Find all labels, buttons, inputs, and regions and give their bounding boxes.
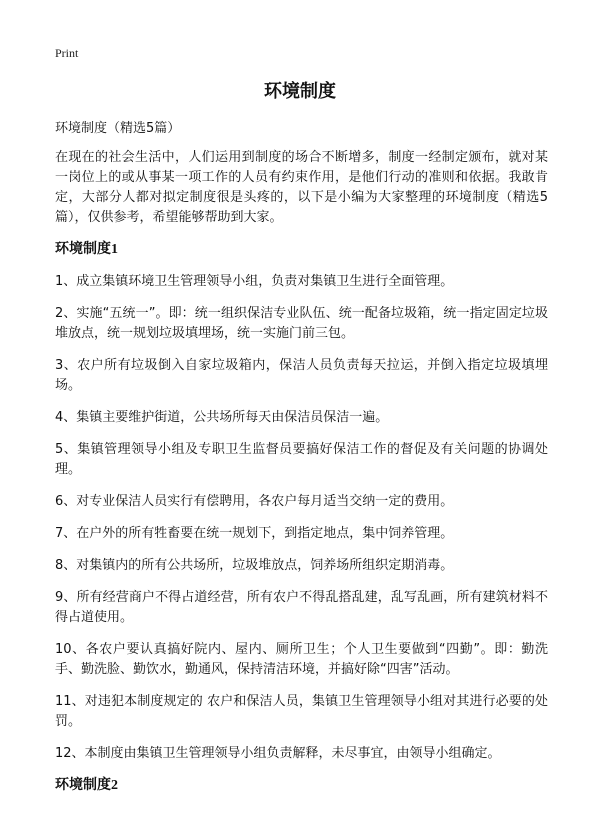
list-item-5: 5、集镇管理领导小组及专职卫生监督员要搞好保洁工作的督促及有关问题的协调处理。 xyxy=(55,442,548,477)
section-heading-2: 环境制度2 xyxy=(55,778,118,793)
intro-paragraph: 在现在的社会生活中，人们运用到制度的场合不断增多，制度一经制定颁布，就对某一岗位上的或从事某一项工作的人员有约束作用，是他们行动的准则和依据。我敢肯定，大部分人都对拟定制度很是头疼的，以下是小编为大家整理的环境制度（精选5篇），仅供参考，希望能够帮助到大家。 xyxy=(55,150,548,225)
page-title: 环境制度 xyxy=(264,81,336,102)
list-item-4: 4、集镇主要维护街道，公共场所每天由保洁员保洁一遍。 xyxy=(55,410,389,425)
list-item-11: 11、对违犯本制度规定的 农户和保洁人员，集镇卫生管理领导小组对其进行必要的处罚。 xyxy=(55,694,548,729)
list-item-8: 8、对集镇内的所有公共场所，垃圾堆放点，饲养场所组织定期消毒。 xyxy=(55,558,454,573)
list-item-1: 1、成立集镇环境卫生管理领导小组，负责对集镇卫生进行全面管理。 xyxy=(55,274,454,289)
print-link[interactable]: Print xyxy=(55,46,79,60)
list-item-3: 3、农户所有垃圾倒入自家垃圾箱内，保洁人员负责每天拉运，并倒入指定垃圾填埋场。 xyxy=(55,358,548,393)
list-item-12: 12、本制度由集镇卫生管理领导小组负责解释，未尽事宜，由领导小组确定。 xyxy=(55,746,501,761)
list-item-7: 7、在户外的所有牲畜要在统一规划下，到指定地点，集中饲养管理。 xyxy=(55,526,454,541)
list-item-2: 2、实施“五统一”。即：统一组织保洁专业队伍、统一配备垃圾箱，统一指定固定垃圾堆放点，统一规划垃圾填埋场，统一实施门前三包。 xyxy=(55,306,548,341)
list-item-6: 6、对专业保洁人员实行有偿聘用，各农户每月适当交纳一定的费用。 xyxy=(55,494,454,509)
list-item-9: 9、所有经营商户不得占道经营，所有农户不得乱搭乱建，乱写乱画，所有建筑材料不得占道使用。 xyxy=(55,590,548,625)
document-body xyxy=(55,148,548,808)
section-heading-1: 环境制度1 xyxy=(55,242,118,257)
document-subtitle: 环境制度（精选5篇） xyxy=(55,121,181,136)
list-item-10: 10、各农户要认真搞好院内、屋内、厕所卫生；个人卫生要做到“四勤”。即：勤洗手、勤洗脸、勤饮水，勤通风，保持清洁环境，并搞好除“四害”活动。 xyxy=(55,642,548,677)
